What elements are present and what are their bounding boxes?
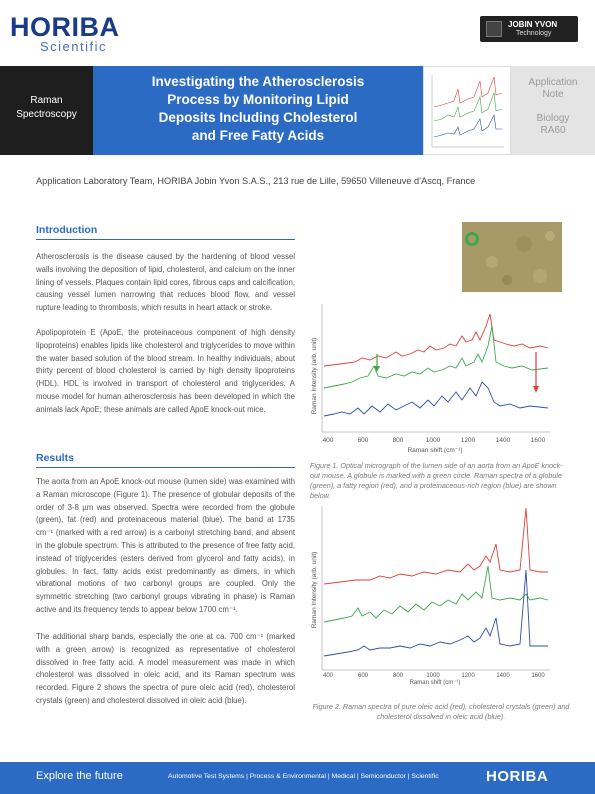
tick-label: 1400 <box>495 437 511 444</box>
tick-label: 1400 <box>496 673 510 679</box>
figure-1-xlabel: Raman shift (cm⁻¹) <box>407 447 463 454</box>
results-paragraph-1: The aorta from an ApoE knock-out mouse (lumen side) was examined with a Raman microscope (Figure 1). The presence of globular deposits of the order of 3-8 µm was observed. Spectra were recorded from the globule (green), fat (red) and proteinaceous material (blue). The band at 1735 cm⁻¹ (marked with a red arrow) is a carbonyl stretching band, and absent in the globule spectrum. This is attributed to the presence of free fatty acid, instead of triglycerides (esters derived from glycerol and fatty acids), in globules. In fact, fatty acids exist predominantly as dimers, in which vibrational motions of two carbonyl groups are coupled. Only the symmetric stretching (two carbonyl groups vibrating in phase) is Raman active and its frequency tends to appear below 1700 cm⁻¹. <box>36 477 295 614</box>
introduction-heading: Introduction <box>36 224 98 236</box>
note-classification <box>511 66 595 155</box>
figure-1-ylabel: Raman Intensity (arb. unit) <box>311 337 318 415</box>
footer-slogan: Explore the future <box>36 770 123 782</box>
footer-sectors: Automotive Test Systems | Process & Environmental | Medical | Semiconductor | Scientific <box>168 773 439 780</box>
tick-label: 600 <box>357 673 369 679</box>
introduction-paragraph-2: Apolipoprotein E (ApoE, the proteinaceous component of high density lipoproteins) enables lipids like cholesterol and triglycerides to move within the water based solution of the blood stream. In healthy individuals, about thirty percent of blood cholesterol is carried by high density lipoproteins (HDL). HDL is involved in transport of cholesterol and triglycerides. A mouse model for human atherosclerosis has been developed in which the animals lack ApoE; these animals are called ApoE knock-out mice. <box>36 328 295 414</box>
red-arrowhead-icon <box>533 386 539 393</box>
logo-subtitle: Scientific <box>40 39 108 54</box>
title-line-3: Deposits Including Cholesterol <box>158 110 358 125</box>
figure-2-xticks <box>323 673 545 679</box>
globule-marker-circle <box>465 232 479 246</box>
results-heading: Results <box>36 452 74 464</box>
badge-line-1: JOBIN YVON <box>508 20 558 29</box>
tick-label: 1200 <box>460 437 476 444</box>
horiba-scientific-logo <box>10 14 120 54</box>
results-rule <box>36 467 295 468</box>
introduction-rule <box>36 239 295 240</box>
category-line-1: Raman <box>30 95 63 106</box>
tick-label: 800 <box>392 437 404 444</box>
fig1-spectrum-red <box>324 314 548 366</box>
tick-label: 1600 <box>530 437 546 444</box>
tick-label: 1000 <box>425 437 441 444</box>
fig1-spectrum-green <box>324 326 548 388</box>
tick-label: 800 <box>392 673 404 679</box>
logo-wordmark: HORIBA <box>10 12 120 42</box>
jobin-yvon-mark-icon <box>486 21 502 37</box>
title-line-2: Process by Monitoring Lipid <box>167 92 349 107</box>
fig2-spectrum-blue <box>324 570 548 656</box>
badge-line-2: Technology <box>516 30 552 37</box>
tick-label: 1200 <box>461 673 475 679</box>
author-affiliation: Application Laboratory Team, HORIBA Jobin Yvon S.A.S., 213 rue de Lille, 59650 Villeneuve d’Ascq, France <box>36 176 476 186</box>
figure-2-spectra <box>300 500 555 685</box>
note-field: Biology <box>536 113 570 124</box>
tick-label: 400 <box>322 673 334 679</box>
introduction-paragraph-1: Atherosclerosis is the disease caused by the hardening of blood vessel walls involving the deposition of lipid, cholesterol, and calcium on the inner lining of vessels. Plaques contain lipid cores, fibrous caps and calcification, causing vessel lumen narrowing that reduces blood flow, and vessel rupture leading to thrombosis, which results in heart attack or stroke. <box>36 252 295 313</box>
note-code: RA60 <box>540 125 566 136</box>
category-label <box>0 66 93 155</box>
title-line-1: Investigating the Atherosclerosis <box>151 74 365 89</box>
note-line-2: Note <box>542 89 564 100</box>
figure-2-ylabel: Raman Intensity (arb. unit) <box>311 551 318 629</box>
title-line-4: and Free Fatty Acids <box>191 128 325 143</box>
fig1-spectrum-blue <box>324 382 548 416</box>
fig2-spectrum-red <box>324 508 548 584</box>
tick-label: 1000 <box>426 673 440 679</box>
footer-horiba-logo: HORIBA <box>486 768 549 785</box>
figure-2-caption: Figure 2. Raman spectra of pure oleic acid (red), cholesterol crystals (green) and cholesterol dissolved in oleic acid (blue). <box>312 702 570 721</box>
tick-label: 400 <box>322 437 334 444</box>
aorta-micrograph <box>462 222 562 292</box>
figure-2-xlabel: Raman shift (cm⁻¹) <box>409 680 461 685</box>
document-title <box>93 66 423 155</box>
tick-label: 1600 <box>531 673 545 679</box>
figure-1-xticks <box>323 437 546 444</box>
jobin-yvon-badge <box>480 16 578 42</box>
figure-1-caption: Figure 1. Optical micrograph of the lumen side of an aorta from an ApoE knock-out mouse. A globule is marked with a green circle. Raman spectra of a globule (green), a fatty region (red), and a proteinaceous-rich region (blue) are shown below. <box>310 461 563 500</box>
category-line-2: Spectroscopy <box>16 109 77 120</box>
tick-label: 600 <box>357 437 369 444</box>
note-line-1: Application <box>528 77 578 88</box>
page-footer <box>0 762 595 794</box>
header-spectrum-thumbnail <box>423 66 511 155</box>
results-paragraph-2: The additional sharp bands, especially the one at ca. 700 cm⁻¹ (marked with a green arrow) is recognized as representative of cholesterol dissolved in free fatty acid. A model measurement was made in which cholesterol was dissolved in oleic acid, and its Raman spectrum was recorded. Figure 2 shows the spectra of pure oleic acid (red), cholesterol crystals (green) and cholesterol dissolved in oleic acid (blue). <box>36 632 295 705</box>
figure-1-spectra <box>300 296 555 456</box>
